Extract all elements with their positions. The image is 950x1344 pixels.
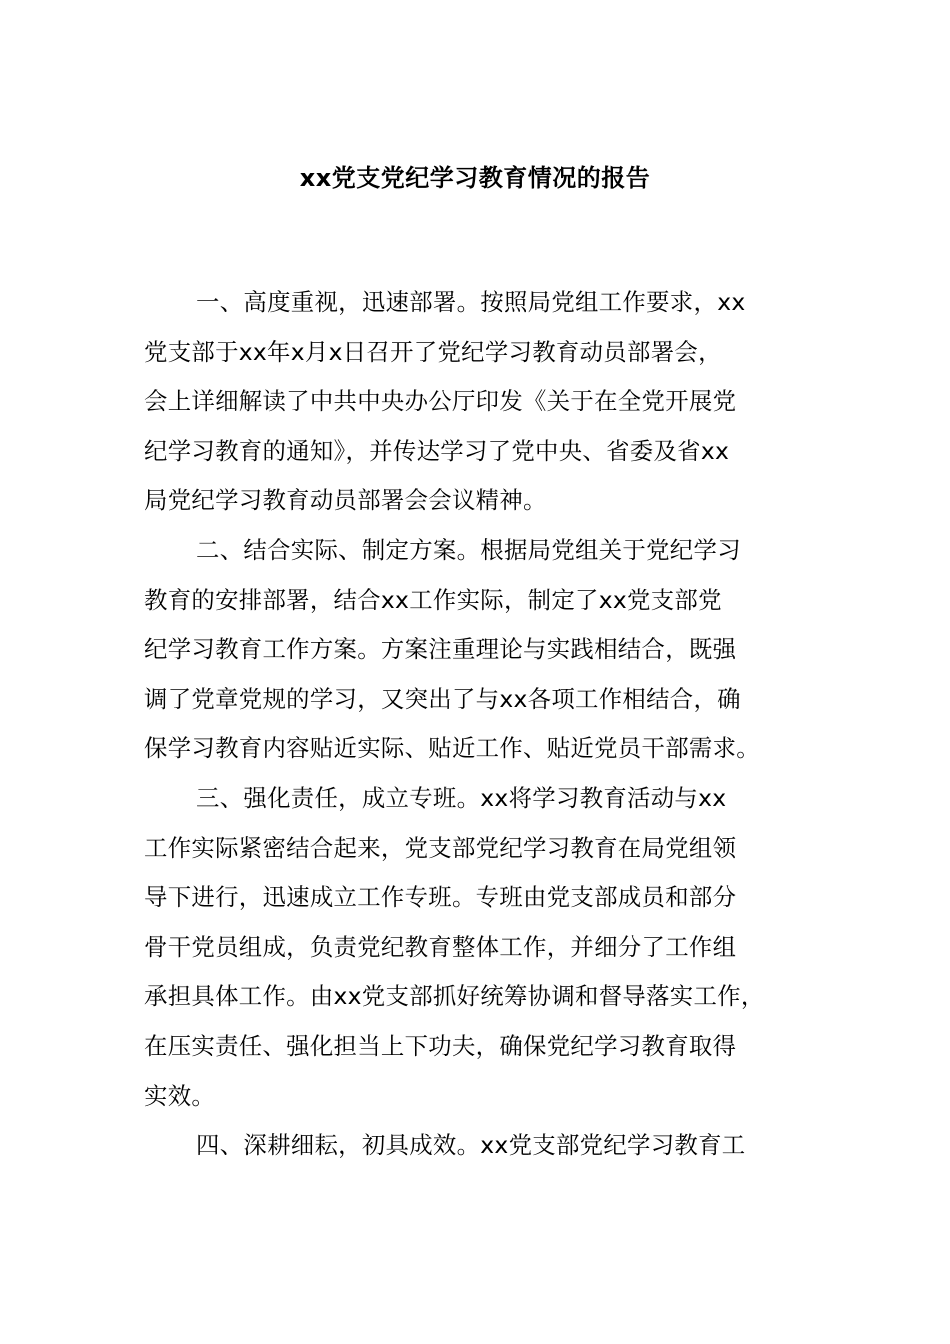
paragraph-line: 调了党章党规的学习，又突出了与xx各项工作相结合，确 [144,684,741,713]
paragraph-first-line: 二、结合实际、制定方案。根据局党组关于党纪学习 [196,535,741,564]
paragraph-line: 骨干党员组成，负责党纪教育整体工作，并细分了工作组 [144,932,737,961]
document-title: xx党支党纪学习教育情况的报告 [299,164,651,192]
paragraph-line: 局党纪学习教育动员部署会会议精神。 [144,486,547,515]
document-body [144,278,824,1171]
paragraph-line: 导下进行，迅速成立工作专班。专班由党支部成员和部分 [144,883,737,912]
paragraph-first-line: 三、强化责任，成立专班。xx将学习教育活动与xx [196,783,727,812]
paragraph-line: 纪学习教育工作方案。方案注重理论与实践相结合，既强 [144,635,737,664]
paragraph-line: 会上详细解读了中共中央办公厅印发《关于在全党开展党 [144,387,737,416]
paragraph-line: 实效。 [144,1081,216,1110]
paragraph-first-line: 一、高度重视，迅速部署。按照局党组工作要求，xx [196,288,746,316]
paragraph-line: 纪学习教育的通知》，并传达学习了党中央、省委及省xx [144,436,730,465]
paragraph-line: 工作实际紧密结合起来，党支部党纪学习教育在局党组领 [144,833,737,862]
paragraph-first-line: 四、深耕细耘，初具成效。xx党支部党纪学习教育工 [196,1131,746,1160]
paragraph-line: 承担具体工作。由xx党支部抓好统筹协调和督导落实工作， [144,982,765,1011]
paragraph-line: 在压实责任、强化担当上下功夫，确保党纪学习教育取得 [144,1031,737,1060]
paragraph-line: 党支部于xx年x月x日召开了党纪学习教育动员部署会， [144,337,722,366]
paragraph-line: 教育的安排部署，结合xx工作实际，制定了xx党支部党 [144,585,722,614]
paragraph-line: 保学习教育内容贴近实际、贴近工作、贴近党员干部需求。 [144,734,760,763]
